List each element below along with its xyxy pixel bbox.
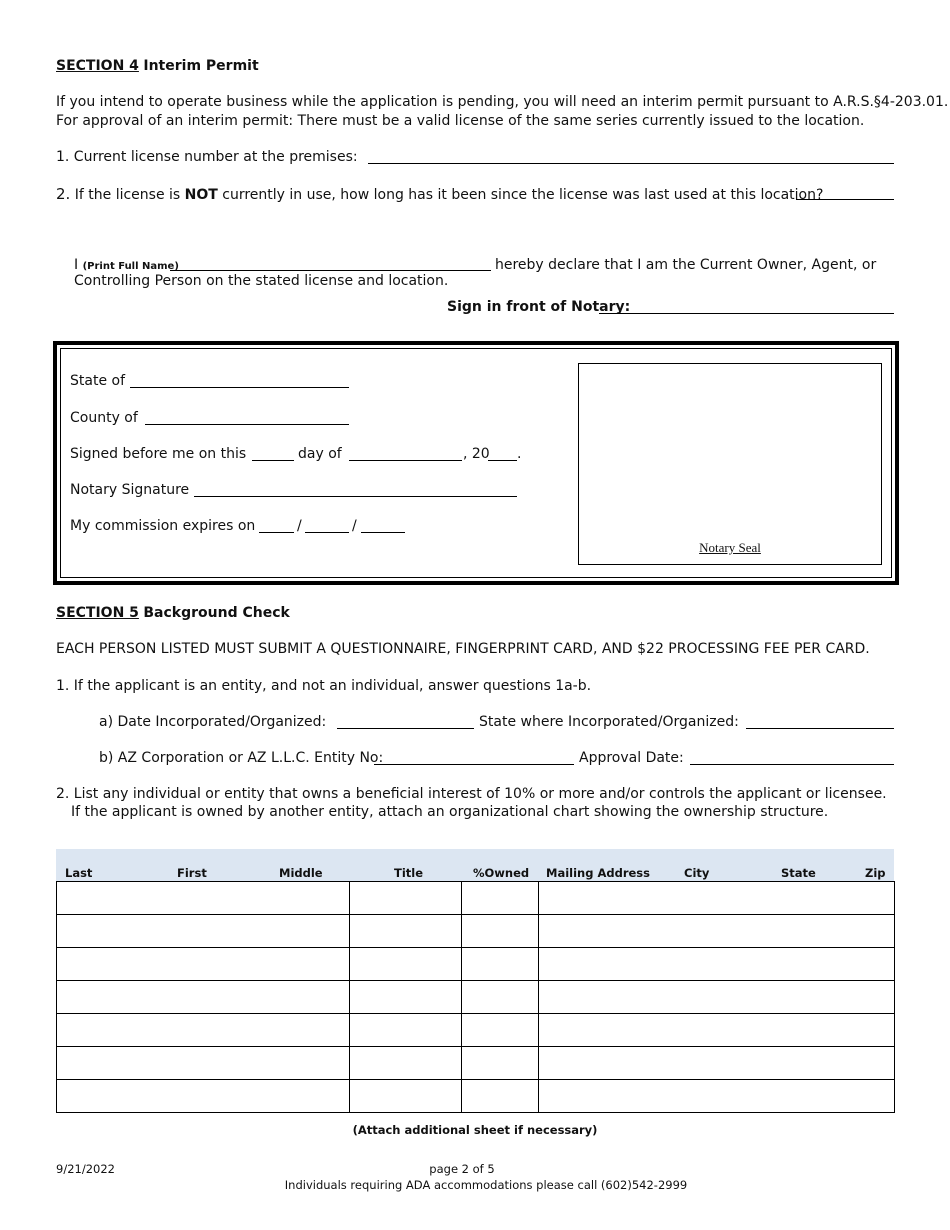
county-of-label: County of: [70, 410, 138, 426]
owner-name-cell[interactable]: [57, 948, 350, 981]
q2-text-pre: If the license is: [70, 187, 185, 203]
year-prefix-label: , 20: [463, 446, 490, 462]
owner-title-cell[interactable]: [350, 948, 462, 981]
col-title: Title: [394, 866, 424, 880]
license-unused-question: [56, 185, 823, 203]
sign-before-notary-label: Sign in front of Notary:: [447, 299, 631, 315]
expires-month-field[interactable]: [259, 520, 294, 533]
q2-text-post: currently in use, how long has it been since the license was last used at this location?: [217, 187, 824, 203]
owner-row: [57, 981, 895, 1014]
owner-title-cell[interactable]: [350, 915, 462, 948]
owner-address-cell[interactable]: [539, 1047, 895, 1080]
expires-slash-1: /: [297, 518, 302, 534]
footer-ada-notice: Individuals requiring ADA accommodations please call (602)542-2999: [284, 1178, 688, 1192]
col-first: First: [177, 866, 207, 880]
entity-question: 1. If the applicant is an entity, and not an individual, answer questions 1a-b.: [56, 678, 592, 694]
current-license-label: 1. Current license number at the premises:: [56, 149, 358, 165]
owner-row: [57, 1080, 895, 1113]
section5-heading: [56, 605, 290, 621]
owner-address-cell[interactable]: [539, 1080, 895, 1113]
owner-percent-cell[interactable]: [462, 1047, 539, 1080]
owner-row: [57, 1014, 895, 1047]
owner-percent-cell[interactable]: [462, 1080, 539, 1113]
beneficial-interest-line2: If the applicant is owned by another entity, attach an organizational chart showing the ownership structure.: [71, 804, 829, 820]
owner-title-cell[interactable]: [350, 1047, 462, 1080]
owner-address-cell[interactable]: [539, 948, 895, 981]
date-incorporated-label: a) Date Incorporated/Organized:: [99, 714, 327, 730]
print-name-label: (Print Full Name): [82, 261, 179, 272]
footer-page-number: page 2 of 5: [429, 1162, 495, 1176]
owner-percent-cell[interactable]: [462, 1014, 539, 1047]
declaration-rest: hereby declare that I am the Current Owner, Agent, or: [495, 257, 877, 273]
entity-number-label: b) AZ Corporation or AZ L.L.C. Entity No:: [99, 750, 384, 766]
state-incorporated-field[interactable]: [746, 716, 894, 729]
license-unused-field[interactable]: [796, 187, 894, 200]
section4-number: SECTION 4: [56, 58, 139, 74]
declaration-line1: [74, 257, 179, 273]
owner-row: [57, 882, 895, 915]
date-incorporated-field[interactable]: [337, 716, 474, 729]
q2-number: 2.: [56, 185, 71, 203]
signed-before-label: Signed before me on this: [70, 446, 247, 462]
declaration-i: I: [74, 257, 79, 273]
signed-period: .: [517, 446, 522, 462]
section4-intro-line1: If you intend to operate business while the application is pending, you will need an interim permit pursuant to A.R.S.§4-203.01.: [56, 94, 949, 110]
owner-percent-cell[interactable]: [462, 981, 539, 1014]
beneficial-interest-line1: 2. List any individual or entity that owns a beneficial interest of 10% or more and/or controls the applicant or licensee.: [56, 786, 887, 802]
county-of-field[interactable]: [145, 412, 349, 425]
state-incorporated-label: State where Incorporated/Organized:: [479, 714, 739, 730]
col-last: Last: [65, 866, 93, 880]
col-state: State: [781, 866, 816, 880]
section5-title: Background Check: [143, 605, 290, 621]
owner-name-cell[interactable]: [57, 981, 350, 1014]
signed-year-field[interactable]: [488, 448, 517, 461]
signature-field[interactable]: [599, 301, 894, 314]
owner-row: [57, 1047, 895, 1080]
owner-name-cell[interactable]: [57, 1014, 350, 1047]
owner-title-cell[interactable]: [350, 981, 462, 1014]
expires-year-field[interactable]: [361, 520, 405, 533]
commission-expires-label: My commission expires on: [70, 518, 256, 534]
approval-date-field[interactable]: [690, 752, 894, 765]
owner-percent-cell[interactable]: [462, 915, 539, 948]
state-of-label: State of: [70, 373, 126, 389]
notary-signature-label: Notary Signature: [70, 482, 190, 498]
notary-inner-frame: [60, 348, 892, 578]
owner-address-cell[interactable]: [539, 1014, 895, 1047]
col-middle: Middle: [279, 866, 323, 880]
print-name-field[interactable]: [170, 258, 491, 271]
owner-percent-cell[interactable]: [462, 882, 539, 915]
owner-address-cell[interactable]: [539, 882, 895, 915]
section4-intro-line2: For approval of an interim permit: There must be a valid license of the same series currently issued to the location.: [56, 113, 865, 129]
owner-title-cell[interactable]: [350, 1080, 462, 1113]
signed-month-field[interactable]: [349, 448, 462, 461]
owners-table: [56, 881, 895, 1113]
notary-box: [53, 341, 899, 585]
notary-seal-label: Notary Seal: [699, 540, 761, 555]
fingerprint-notice: EACH PERSON LISTED MUST SUBMIT A QUESTIONNAIRE, FINGERPRINT CARD, AND $22 PROCESSING FEE PER CARD.: [56, 641, 870, 657]
owner-address-cell[interactable]: [539, 981, 895, 1014]
footer-date: 9/21/2022: [56, 1162, 115, 1176]
notary-seal-box: [578, 363, 882, 565]
owner-row: [57, 915, 895, 948]
owner-name-cell[interactable]: [57, 915, 350, 948]
owner-title-cell[interactable]: [350, 882, 462, 915]
section5-number: SECTION 5: [56, 605, 139, 621]
q2-text-bold: NOT: [184, 187, 218, 203]
expires-day-field[interactable]: [305, 520, 349, 533]
owner-name-cell[interactable]: [57, 1080, 350, 1113]
expires-slash-2: /: [352, 518, 357, 534]
day-of-label: day of: [298, 446, 342, 462]
section4-heading: [56, 58, 259, 74]
declaration-line2: Controlling Person on the stated license and location.: [74, 273, 449, 289]
owner-name-cell[interactable]: [57, 1047, 350, 1080]
owners-table-header: [56, 849, 894, 881]
owner-percent-cell[interactable]: [462, 948, 539, 981]
state-of-field[interactable]: [130, 375, 349, 388]
owner-address-cell[interactable]: [539, 915, 895, 948]
current-license-field[interactable]: [368, 151, 894, 164]
owner-name-cell[interactable]: [57, 882, 350, 915]
col-city: City: [684, 866, 710, 880]
signed-day-field[interactable]: [252, 448, 294, 461]
col-owned: %Owned: [473, 866, 530, 880]
approval-date-label: Approval Date:: [579, 750, 684, 766]
col-mailing-address: Mailing Address: [546, 866, 650, 880]
owner-row: [57, 948, 895, 981]
entity-number-field[interactable]: [374, 752, 574, 765]
col-zip: Zip: [865, 866, 886, 880]
owner-title-cell[interactable]: [350, 1014, 462, 1047]
section4-title: Interim Permit: [143, 58, 259, 74]
attach-sheet-note: (Attach additional sheet if necessary): [352, 1123, 598, 1137]
notary-signature-field[interactable]: [194, 484, 517, 497]
